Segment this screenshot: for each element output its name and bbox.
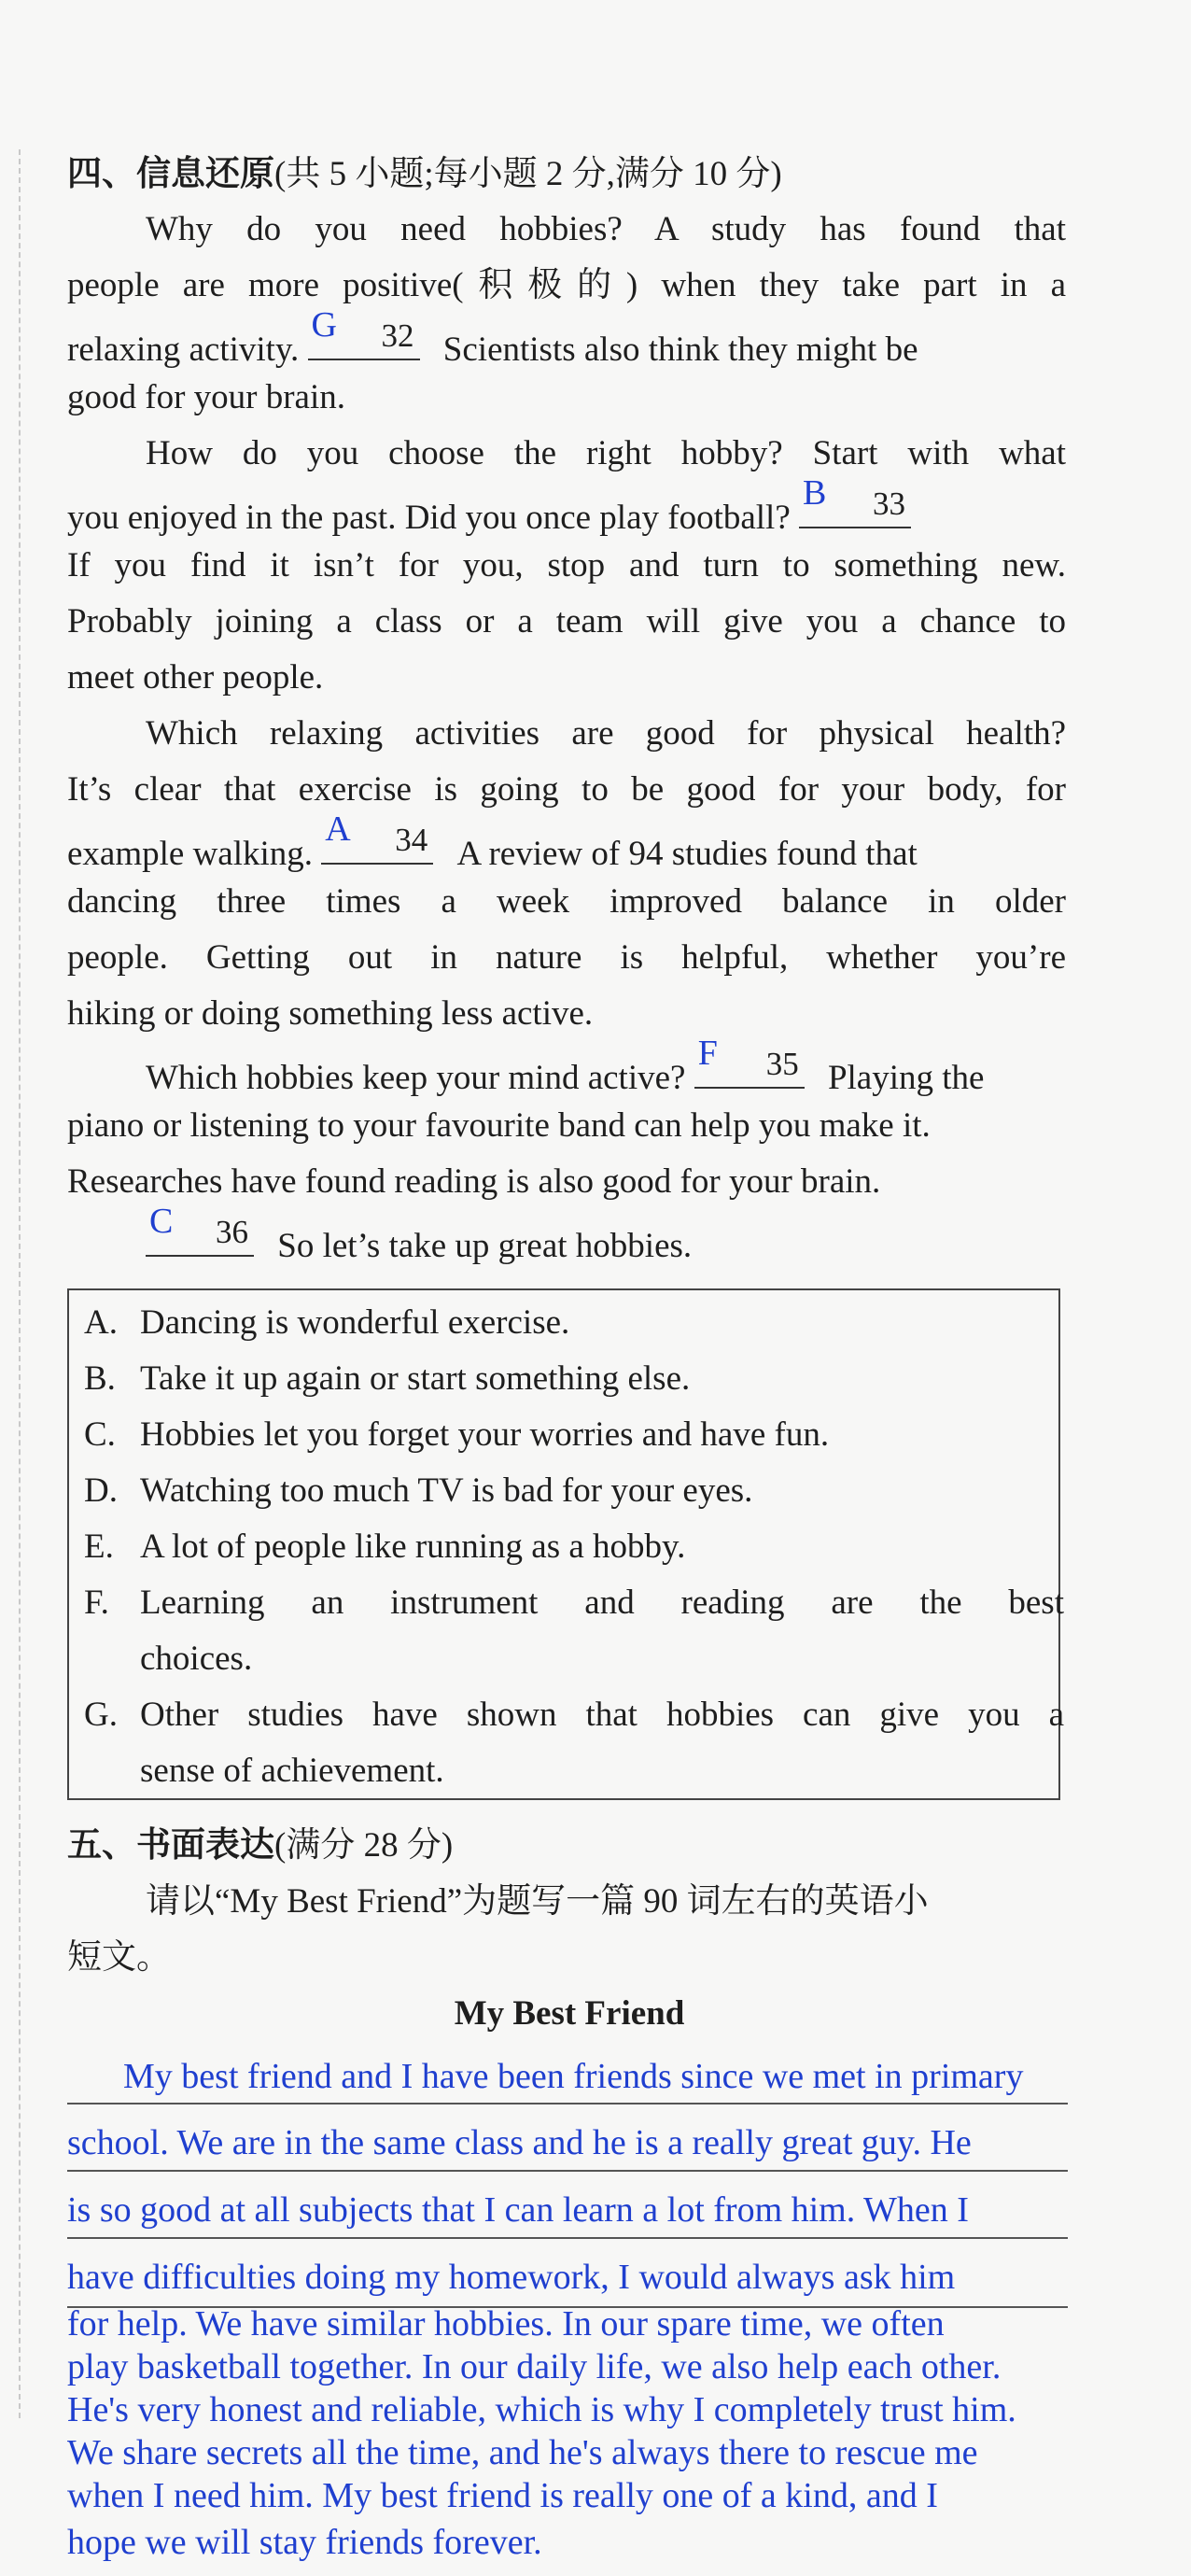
blank-32[interactable] [308, 305, 420, 360]
essay-line: We share secrets all the time, and he's always there to rescue me [67, 2433, 978, 2472]
writing-prompt: 请以“My Best Friend”为题写一篇 90 词左右的英语小 [146, 1882, 929, 1921]
answer-34: A [325, 809, 351, 849]
option-a: A. Dancing is wonderful exercise. [84, 1303, 570, 1342]
passage-line: dancing three times a week improved balance in older [67, 882, 1066, 921]
essay-line: have difficulties doing my homework, I would always ask him [67, 2258, 956, 2297]
writing-prompt-continued: 短文。 [67, 1938, 171, 1977]
option-b: B. Take it up again or start something else. [84, 1359, 691, 1398]
blank-34[interactable] [321, 809, 433, 865]
option-g-continued: sense of achievement. [140, 1752, 444, 1790]
section5-heading-main: 五、书面表达 [67, 1826, 274, 1865]
essay-line: hope we will stay friends forever. [67, 2523, 542, 2562]
passage-line: people. Getting out in nature is helpful, whether you’re [67, 938, 1066, 977]
passage-line: Which relaxing activities are good for physical health? [146, 714, 1066, 753]
binding-margin-line [19, 149, 21, 2418]
passage-line-blank34: example walking. A 34 A review of 94 studies found that [67, 809, 918, 873]
answer-35: F [697, 1034, 718, 1073]
passage-line: If you find it isn’t for you, stop and turn to something new. [67, 546, 1066, 584]
passage-line: piano or listening to your favourite band can help you make it. [67, 1106, 931, 1145]
option-g: G. Other studies have shown that hobbies can give you a [84, 1696, 1064, 1734]
passage-line: Researches have found reading is also good for your brain. [67, 1162, 881, 1201]
passage-line-blank35: Which hobbies keep your mind active? F 35 Playing the [146, 1034, 985, 1097]
section4-heading-sub: (共 5 小题;每小题 2 分,满分 10 分) [274, 155, 782, 193]
answer-36: C [149, 1202, 174, 1241]
section5-heading-sub: (满分 28 分) [274, 1826, 454, 1865]
passage-line: How do you choose the right hobby? Start with what [146, 434, 1066, 472]
answer-32: G [311, 305, 337, 345]
writing-rule-line [67, 2237, 1068, 2239]
essay-line: My best friend and I have been friends since we met in primary [123, 2057, 1024, 2096]
passage-line-blank36: C 36 So let’s take up great hobbies. [67, 1218, 1144, 1267]
option-e: E. A lot of people like running as a hobby. [84, 1527, 686, 1566]
blank-35[interactable] [694, 1034, 805, 1089]
section5-heading [67, 1825, 1066, 1866]
blank-number-35: 35 [765, 1046, 799, 1082]
essay-title: My Best Friend [454, 1994, 685, 2033]
option-f-continued: choices. [140, 1640, 253, 1678]
passage-line-blank32: relaxing activity. G 32 Scientists also think they might be [67, 305, 918, 369]
passage-line: It’s clear that exercise is going to be good for your body, for [67, 770, 1066, 809]
option-f: F. Learning an instrument and reading are the best [84, 1584, 1064, 1622]
section4-heading [67, 154, 1066, 195]
passage-line-blank33: you enjoyed in the past. Did you once play football? B 33 [67, 489, 1066, 539]
blank-number-32: 32 [381, 317, 414, 354]
essay-line: when I need him. My best friend is really one of a kind, and I [67, 2476, 938, 2515]
blank-33[interactable] [799, 473, 911, 528]
writing-rule-line [67, 2103, 1068, 2104]
essay-line: play basketball together. In our daily life, we also help each other. [67, 2347, 1002, 2386]
passage-line: meet other people. [67, 658, 324, 697]
writing-rule-line [67, 2170, 1068, 2172]
option-c: C. Hobbies let you forget your worries and have fun. [84, 1415, 830, 1454]
essay-line: is so good at all subjects that I can learn a lot from him. When I [67, 2190, 969, 2230]
blank-number-34: 34 [395, 822, 428, 858]
passage-line: Why do you need hobbies? A study has found that [146, 210, 1066, 248]
essay-line: school. We are in the same class and he is a really great guy. He [67, 2123, 972, 2162]
blank-number-33: 33 [873, 486, 906, 522]
essay-line: for help. We have similar hobbies. In our spare time, we often [67, 2304, 945, 2344]
passage-line: hiking or doing something less active. [67, 994, 594, 1033]
answer-33: B [803, 473, 827, 513]
option-d: D. Watching too much TV is bad for your eyes. [84, 1471, 753, 1510]
passage-line: people are more positive(积极的) when they take part in a [67, 266, 1066, 304]
blank-number-36: 36 [216, 1214, 248, 1250]
passage-line: good for your brain. [67, 378, 345, 416]
section4-heading-main: 四、信息还原 [67, 155, 274, 193]
blank-36[interactable] [146, 1202, 254, 1257]
passage-line: Probably joining a class or a team will give you a chance to [67, 602, 1066, 640]
essay-line: He's very honest and reliable, which is why I completely trust him. [67, 2390, 1016, 2429]
